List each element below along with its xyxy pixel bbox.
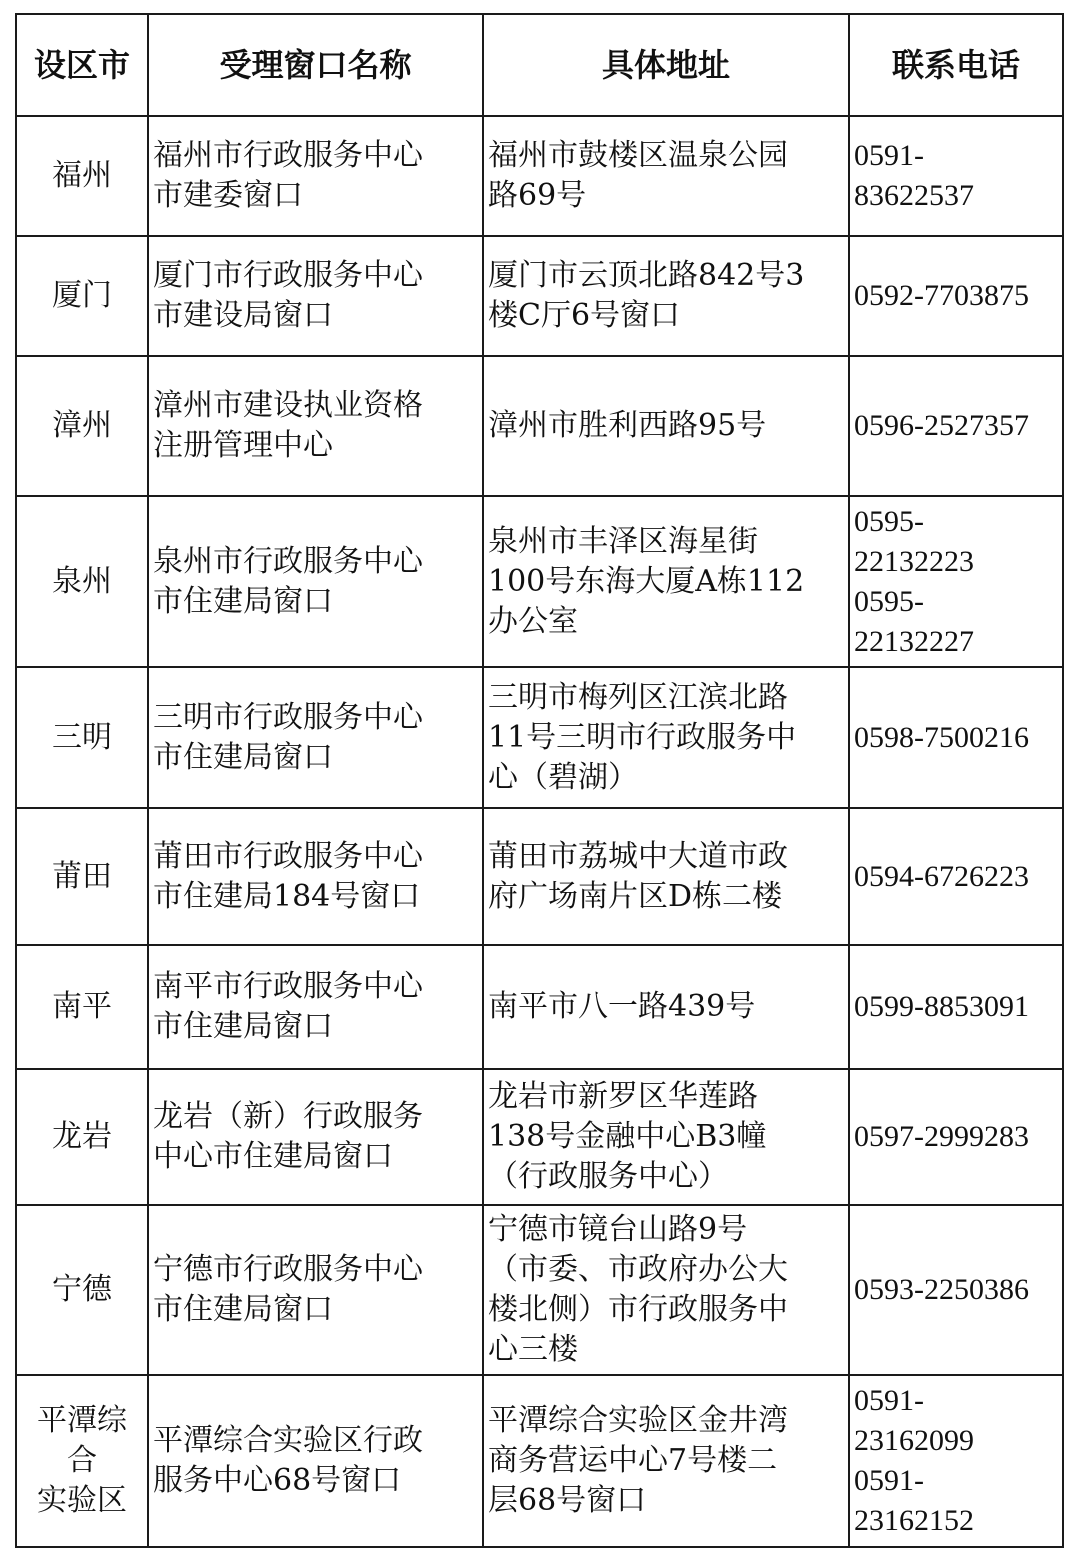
city-cell [16, 667, 148, 808]
window-name-cell [148, 116, 483, 236]
address-cell [483, 116, 849, 236]
address-cell [483, 667, 849, 808]
address-cell-line: 漳州市胜利西路95号 [488, 408, 767, 443]
address-cell-line: 莆田市荔城中大道市政 [488, 838, 788, 874]
address-cell [483, 1205, 849, 1375]
window-name-cell-line: 泉州市行政服务中心 [153, 543, 423, 579]
phone-cell-line: 0597-2999283 [854, 1120, 1029, 1153]
header-phone: 联系电话 [849, 14, 1063, 116]
phone-cell-line: 0598-7500216 [854, 720, 1029, 754]
window-name-cell [148, 1205, 483, 1375]
address-cell [483, 1069, 849, 1205]
city-cell-line: 三明 [52, 719, 112, 755]
window-name-cell-line: 厦门市行政服务中心 [153, 258, 423, 293]
city-cell [16, 356, 148, 496]
address-cell-line: 路69号 [488, 178, 587, 213]
phone-cell-line: 0591- [854, 139, 924, 172]
phone-cell-line: 0591- [854, 1384, 924, 1417]
table-row [16, 1069, 1063, 1205]
address-cell-line: 泉州市丰泽区海星街 [488, 523, 758, 559]
window-name-cell-line: 龙岩（新）行政服务 [153, 1099, 423, 1134]
window-name-cell-line: 福州市行政服务中心 [153, 138, 423, 173]
window-name-cell-line: 平潭综合实验区行政 [153, 1423, 423, 1458]
phone-cell-line: 0592-7703875 [854, 279, 1029, 312]
address-cell-line: 心（碧湖） [488, 759, 638, 795]
phone-cell-line: 0595- [854, 504, 924, 538]
window-name-cell-line: 市建委窗口 [153, 178, 303, 213]
address-cell-line: 心三楼 [488, 1332, 578, 1367]
window-name-cell-line: 服务中心68号窗口 [153, 1463, 402, 1498]
city-cell-line: 莆田 [52, 858, 112, 894]
address-cell [483, 808, 849, 945]
header-city: 设区市 [16, 14, 148, 116]
window-name-cell [148, 808, 483, 945]
service-window-table [15, 13, 1064, 1548]
phone-cell [849, 1205, 1063, 1375]
window-name-cell-line: 南平市行政服务中心 [153, 969, 423, 1004]
table-row [16, 945, 1063, 1069]
table-row [16, 1205, 1063, 1375]
phone-cell-line: 22132223 [854, 544, 974, 578]
phone-cell-line: 23162152 [854, 1504, 974, 1537]
address-cell-line: 楼C厅6号窗口 [488, 298, 681, 333]
city-cell [16, 116, 148, 236]
table-row [16, 236, 1063, 356]
window-name-cell [148, 1069, 483, 1205]
window-name-cell [148, 236, 483, 356]
phone-cell [849, 667, 1063, 808]
address-cell-line: 福州市鼓楼区温泉公园 [488, 138, 788, 173]
address-cell-line: 11号三明市行政服务中 [488, 719, 797, 755]
phone-cell [849, 236, 1063, 356]
window-name-cell-line: 莆田市行政服务中心 [153, 838, 423, 874]
table-row [16, 667, 1063, 808]
city-cell [16, 945, 148, 1069]
phone-cell-line: 0595- [854, 584, 924, 618]
address-cell [483, 1375, 849, 1547]
window-name-cell-line: 宁德市行政服务中心 [153, 1252, 423, 1287]
phone-cell [849, 1069, 1063, 1205]
table-row [16, 116, 1063, 236]
city-cell-line: 泉州 [52, 563, 112, 599]
address-cell-line: 层68号窗口 [488, 1483, 647, 1518]
city-cell [16, 1205, 148, 1375]
phone-cell [849, 808, 1063, 945]
window-name-cell [148, 945, 483, 1069]
address-cell-line: 138号金融中心B3幢 [488, 1119, 767, 1154]
address-cell-line: 三明市梅列区江滨北路 [488, 679, 788, 715]
city-cell-line: 合 [67, 1443, 97, 1478]
table-row [16, 356, 1063, 496]
city-cell [16, 236, 148, 356]
address-cell-line: （行政服务中心） [488, 1159, 728, 1194]
phone-cell [849, 356, 1063, 496]
city-cell-line: 平潭综 [37, 1403, 127, 1438]
address-cell-line: 楼北侧）市行政服务中 [488, 1292, 788, 1327]
address-cell-line: 办公室 [488, 603, 578, 639]
window-name-cell-line: 中心市住建局窗口 [153, 1139, 393, 1174]
window-name-cell-line: 市建设局窗口 [153, 298, 333, 333]
phone-cell [849, 945, 1063, 1069]
address-cell-line: 龙岩市新罗区华莲路 [488, 1079, 758, 1114]
city-cell-line: 宁德 [52, 1272, 112, 1307]
address-cell-line: 宁德市镜台山路9号 [488, 1212, 748, 1247]
phone-cell [849, 1375, 1063, 1547]
city-cell-line: 实验区 [37, 1483, 127, 1518]
phone-cell-line: 0596-2527357 [854, 409, 1029, 442]
window-name-cell-line: 注册管理中心 [153, 428, 333, 463]
window-name-cell-line: 市住建局窗口 [153, 583, 333, 619]
address-cell [483, 236, 849, 356]
window-name-cell [148, 496, 483, 667]
window-name-cell-line: 三明市行政服务中心 [153, 699, 423, 735]
address-cell-line: 府广场南片区D栋二楼 [488, 878, 783, 914]
city-cell [16, 1375, 148, 1547]
window-name-cell [148, 667, 483, 808]
phone-cell-line: 0591- [854, 1464, 924, 1497]
address-cell-line: 平潭综合实验区金井湾 [488, 1403, 788, 1438]
table-row [16, 808, 1063, 945]
address-cell-line: 商务营运中心7号楼二 [488, 1443, 778, 1478]
table-row [16, 496, 1063, 667]
city-cell [16, 808, 148, 945]
city-cell-line: 龙岩 [52, 1119, 112, 1154]
window-name-cell-line: 市住建局窗口 [153, 1009, 333, 1044]
city-cell-line: 福州 [52, 158, 112, 193]
window-name-cell-line: 漳州市建设执业资格 [153, 388, 423, 423]
phone-cell-line: 0593-2250386 [854, 1273, 1029, 1306]
address-cell-line: 100号东海大厦A栋112 [488, 563, 805, 599]
window-name-cell-line: 市住建局184号窗口 [153, 878, 421, 914]
city-cell-line: 漳州 [52, 408, 112, 443]
city-cell-line: 厦门 [52, 278, 112, 313]
window-name-cell-line: 市住建局窗口 [153, 1292, 333, 1327]
phone-cell [849, 496, 1063, 667]
header-window-name: 受理窗口名称 [148, 14, 483, 116]
city-cell-line: 南平 [52, 989, 112, 1024]
address-cell-line: （市委、市政府办公大 [488, 1252, 788, 1287]
header-address: 具体地址 [483, 14, 849, 116]
address-cell [483, 356, 849, 496]
address-cell-line: 厦门市云顶北路842号3 [488, 258, 805, 293]
phone-cell-line: 23162099 [854, 1424, 974, 1457]
window-name-cell-line: 市住建局窗口 [153, 739, 333, 775]
table-row [16, 1375, 1063, 1547]
city-cell [16, 1069, 148, 1205]
table-header-row [16, 14, 1063, 116]
phone-cell [849, 116, 1063, 236]
table-body [16, 116, 1063, 1547]
address-cell [483, 496, 849, 667]
phone-cell-line: 83622537 [854, 179, 974, 212]
window-name-cell [148, 1375, 483, 1547]
address-cell-line: 南平市八一路439号 [488, 989, 756, 1024]
address-cell [483, 945, 849, 1069]
city-cell [16, 496, 148, 667]
window-name-cell [148, 356, 483, 496]
phone-cell-line: 22132227 [854, 624, 974, 658]
phone-cell-line: 0599-8853091 [854, 990, 1029, 1023]
phone-cell-line: 0594-6726223 [854, 859, 1029, 893]
